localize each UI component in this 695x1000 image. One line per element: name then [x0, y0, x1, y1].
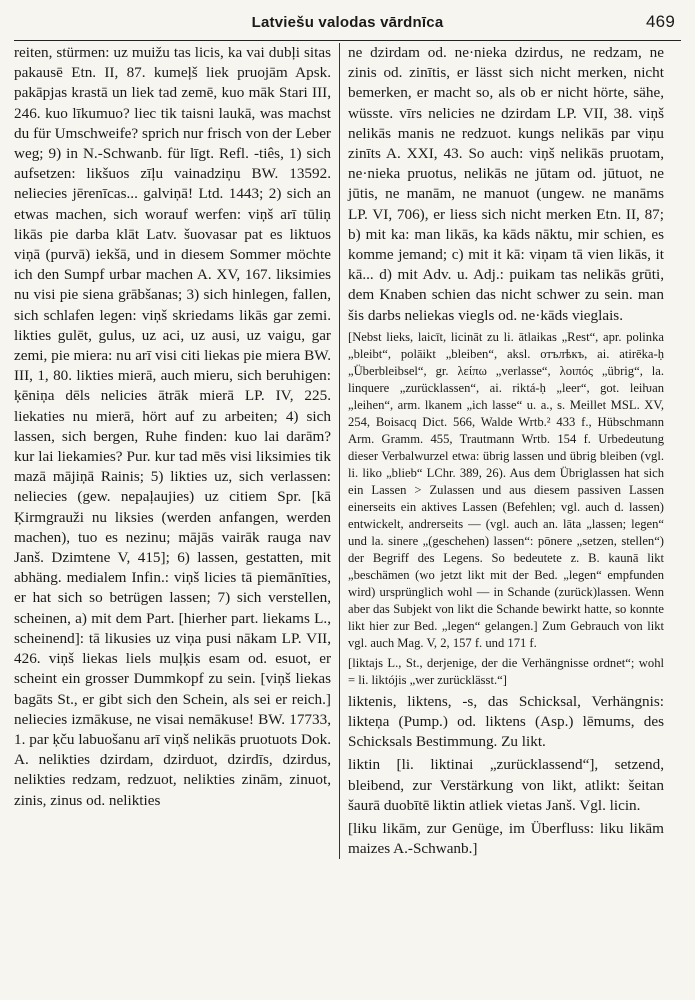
running-title: Latviešu valodas vārdnīca: [251, 14, 444, 31]
etymology-note: [Nebst lieks, laicīt, licināt zu li. ātlaikas „Rest“, apr. polinka „bleibt“, polāikt „bleiben“, aksl. отълѣкъ, ai. atirēka-ḥ „Überbleibsel“, gr. λείπω „verlasse“, λοιπός „übrig“, la. linquere „zurücklassen“, ai. riktá-ḥ „leer“, got. leiƕan „leihen“, arm. lkanem „ich lasse“ u. a., s. Meillet MSL. XV, 254, Boisacq Dict. 566, Walde Wrtb.² 433 f., Hübschmann Arm. Gramm. 455, Trautmann Wrtb. 154 f. Urbedeutung dieser Verbalwurzel etwa: übrig lassen und übrig bleiben (vgl. li. liko „blieb“ LChr. 389, 26). Aus dem Übriglassen hat sich ein Lassen > Zulassen und aus diesem passiven Lassen einerseits ein aktives Lassen (Befehlen; vgl. auch d. lassen) entwickelt, andrerseits — (vgl. auch an. lāta „lassen; legen“ und la. sinere „(geschehen) lassen“: pōnere „setzen, stellen“) der Begriff des Legens. So bedeutete z. B. kaunā likt „beschämen (wo jetzt likt mit der Bed. „legen“ empfunden wird) ursprünglich wohl — in Schande (zurück)lassen. Wenn aber das Subjekt von likt die Schande bewirkt hatte, so konnte likt hier zur Bed. „legen“ gelangen.] Zum Gebrauch von likt vgl. auch Mag. V, 2, 157 f. und 171 f.: [348, 329, 664, 650]
entry-liktenis: liktenis, liktens, -s, das Schicksal, Verhängnis: likteņa (Pump.) od. liktens (Asp.) lēmums, des Schicksals Bestimmung. Zu likt.: [348, 692, 664, 751]
page-number: 469: [646, 12, 675, 31]
entry-liku-likam: [liku likām, zur Genüge, im Überfluss: liku likām maizes A.-Schwanb.]: [348, 820, 664, 858]
entry-liktajs: [liktajs L., St., derjenige, der die Verhängnisse ordnet“; wohl = li. liktójis „wer zurücklässt.“]: [348, 655, 664, 687]
text-columns: [14, 43, 681, 859]
page-header: [14, 10, 681, 36]
right-column-text: ne dzirdam od. ne·nieka dzirdus, ne redzam, ne zinis od. zinītis, er lässt sich nicht merken, nicht bemerken, er macht so, als ob er nicht hörte, sähe, wüsste. vīrs nelicies ne dzirdam LP. VII, 38. viņš nelikās manis ne redzuot. kungs nelikās par viņu zinīts A. XXI, 43. So auch: viņš nelikās pruotam, ne·nieka pruotus, nelikās ne jūtam od. jūtuot, ne jūtis, ne manām, ne manuot (ungew. ne manāms LP. VI, 706), er liess sich nicht merken Etn. II, 87; b) mit ka: man likās, ka kāds nāktu, mir schien, es komme jemand; c) mit it kā: viņam tā vien likās, it kā... d) mit Adv. u. Adj.: puikam tas nelikās grūti, dem Knaben schien das nicht schwer zu sein. man šis darbs neliekas viegls od. ne·kāds vieglais.: [348, 44, 664, 324]
right-column: [339, 43, 664, 859]
header-rule: [14, 40, 681, 41]
entry-liktin: liktin [li. liktinai „zurücklassend“], setzend, bleibend, zur Verstärkung von likt, atlikt: šeitan šaurā duobītē liktin atliek vietas Janš. Vgl. licin.: [348, 756, 664, 814]
left-column-text: reiten, stürmen: uz muižu tas licis, ka vai dubļi sitas pakausē Etn. II, 87. kumeļš liek pruojām Apsk. pakāpjas krastā un liek tad zemē, kuo māk Stari III, 246. kuo līkumuo? liec tik taisni laukā, was machst du für Umschweife? sprich nur frisch von der Leber weg; 9) in N.-Schwanb. für līgt. Refl. -tiês, 1) sich aufsetzen: likšuos zīļu vainadziņu BW. 13592. neliecies jērenīcas... galviņā! Ltd. 1443; 2) sich an etwas machen, sich worauf werfen: viņš arī tūliņ likās pie darba klāt Latv. šuovasar pat es liktuos viņā (purvā) iekšā, und in diesem Sommer möchte ich den Sumpf urbar machen A. XV, 167. liksimies nu visi pie siena grābšanas; 3) sich hinlegen, fallen, sich schlafen legen: viņš skriedams likās gar zemi. likties gulēt, gulus, uz aci, uz ausi, uz vaigu, gar zemi, pie miera: nu arī visi citi liekas pie miera BW. III, 1, 80. likties mierā, auch mieru, sich beruhigen: ķēniņa dēls nelicies ātrāk mierā LP. IV, 225. liekaties nu mierā, hört auf zu arbeiten; 4) sich lassen, sich bergen, Ruhe finden: kuo lai darām? kur lai liekamies? Pur. kur tad mēs visi liksimies tik mazā mājiņā Rainis; 5) likties uz, sich verlassen: neliecies (gew. nepaļaujies) uz citiem Spr. [kā Ķirmgrauži nu liksies (werden anfangen, werden machen), tuo es nezinu; mājās vairāk rauga nav Janš. Dzimtene V, 415]; 6) lassen, gestatten, mit abhäng. medialem Infin.: viņš licies tā piemānīties, er hat sich so betrügen lassen; 7) sich verstellen, scheinen, a) mit dem Part. [hierher part. liekams L., scheinend]: tā likusies uz viņa pusi nākam LP. VII, 426. viņš liekas liels muļķis esam od. esuot, er scheint ein grosser Dummkopf zu sein. [viņš liekas bagāts St., er gibt sich den Schein, als sei er reich.] neliecies izmākuse, ne visai nemākuse! BW. 17733, 1. par ķču labuošanu arī viņš nelikās pruotuots Dok. A. nelikties dzirdam, dzirduot, dzirdīs, dzirdus, nelikties redzam, redzuot, nelikties zinām, zinuot, zinis, zinus od. nelikties: [14, 44, 331, 809]
left-column: [14, 43, 339, 859]
